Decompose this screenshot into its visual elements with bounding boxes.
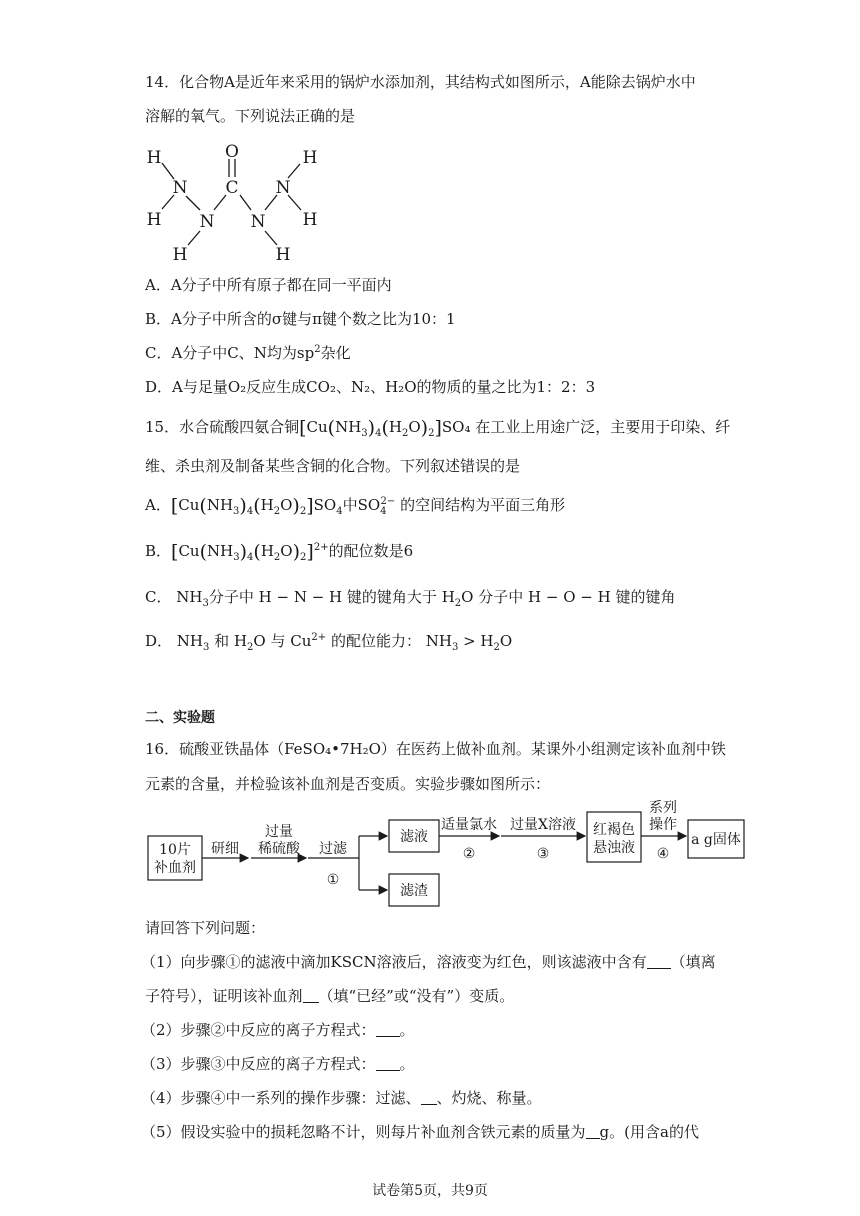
structure-diagram <box>140 140 330 265</box>
atom-n1: N <box>172 178 188 198</box>
flow-step1: ① <box>326 872 340 888</box>
atom-h2: H <box>146 210 162 230</box>
flow-box1-line2: 补血剂 <box>154 860 196 876</box>
flow-filter-label: 过滤 <box>319 841 347 857</box>
flow-arrow4-label: 过量X溶液 <box>510 817 576 833</box>
q16-part5 <box>141 1121 699 1143</box>
q16-p2: （2）步骤②中反应的离子方程式： <box>141 1021 376 1039</box>
q15-option-c: C． $NH_3$分子中 H − N − H 键的键角大于 $H_2O$ 分子中 H − O − H 键的键角 <box>145 588 676 609</box>
q15-b-formula: $[Cu(NH_3)_4(H_2O)_2]^{2+}$ <box>171 541 329 563</box>
q15-stem-post: SO₄ 在工业上用途广泛，主要用于印染、纤 <box>441 418 731 436</box>
page-footer: 试卷第5页，共9页 <box>372 1183 488 1199</box>
q16-stem-line2: 元素的含量，并检验该补血剂是否变质。实验步骤如图所示： <box>145 775 551 793</box>
q15-a-label: A． <box>145 496 171 514</box>
q15-d-text1: 和 <box>214 632 230 650</box>
q16-p5-b: g。(用含a的代 <box>599 1123 699 1141</box>
period: 。 <box>399 1055 415 1073</box>
q15-option-d: D． $NH_3$ 和 $H_2O$ 与 $Cu^{2+}$ 的配位能力： $NH_3 > H_2O$ <box>145 632 513 653</box>
answer-blank[interactable] <box>376 1022 400 1037</box>
flow-filtrate-box: 滤液 <box>400 829 428 845</box>
q16-p1-a: （1）向步骤①的滤液中滴加KSCN溶液后，溶液变为红色，则该滤液中含有 <box>141 953 647 971</box>
q14-option-c <box>145 342 351 364</box>
q15-c-text4: 键的键角 <box>615 588 676 606</box>
q15-c-text2: 键的键角大于 <box>346 588 437 606</box>
q15-a-text: 的空间结构为平面三角形 <box>400 496 566 514</box>
q15-formula-complex: $[Cu(NH_3)_4(H_2O)_2]$ <box>299 417 442 439</box>
flow-susp-line1: 红褐色 <box>593 822 635 838</box>
answer-blank[interactable] <box>376 1056 400 1071</box>
q16-p5-a: （5）假设实验中的损耗忽略不计，则每片补血剂含铁元素的质量为 <box>141 1123 586 1141</box>
q14-c-sup: 2 <box>314 344 321 355</box>
atom-n3: N <box>250 212 266 232</box>
q15-stem-line2: 维、杀虫剂及制备某些含铜的化合物。下列叙述错误的是 <box>145 457 521 475</box>
q15-option-a <box>145 494 565 517</box>
atom-c: C <box>225 178 239 198</box>
q15-b-text: 的配位数是6 <box>328 542 414 560</box>
flow-arrow2-line2: 稀硫酸 <box>258 841 300 857</box>
flow-step4: ④ <box>656 846 670 862</box>
period: 。 <box>399 1021 415 1039</box>
flow-box1-line1: 10片 <box>159 842 191 858</box>
q16-p3: （3）步骤③中反应的离子方程式： <box>141 1055 376 1073</box>
q15-d-label: D． <box>145 632 173 650</box>
q15-d-text2: 与 <box>270 632 286 650</box>
q14-option-b: B．A分子中所含的σ键与π键个数之比为10：1 <box>145 310 456 328</box>
q14-stem-line1: 14．化合物A是近年来采用的锅炉水添加剂，其结构式如图所示，A能除去锅炉水中 <box>145 73 696 91</box>
atom-h3: H <box>172 245 188 265</box>
flow-arrow5-line1: 系列 <box>649 800 677 816</box>
q14-option-d: D．A与足量O₂反应生成CO₂、N₂、H₂O的物质的量之比为1：2：3 <box>145 378 596 396</box>
answer-blank[interactable] <box>421 1090 437 1105</box>
flow-diagram <box>145 798 755 913</box>
flow-arrow2-line1: 过量 <box>265 824 293 840</box>
q14-stem-line2: 溶解的氧气。下列说法正确的是 <box>145 107 356 125</box>
q14-c-pre: C．A分子中C、N均为sp <box>145 344 315 362</box>
flow-arrow5-line2: 操作 <box>649 817 677 833</box>
q16-p1-d: （填“已经”或“没有”）变质。 <box>318 987 515 1005</box>
q16-part2 <box>141 1019 415 1041</box>
q15-option-b <box>145 540 413 563</box>
atom-h5: H <box>302 148 318 168</box>
q15-b-label: B． <box>145 542 172 560</box>
q16-prompt: 请回答下列问题： <box>145 919 266 937</box>
atom-o: O <box>225 142 239 162</box>
q15-stem-pre: 15．水合硫酸四氨合铜 <box>145 418 300 436</box>
q16-p4-a: （4）步骤④中一系列的操作步骤：过滤、 <box>141 1089 421 1107</box>
q16-part1-line1 <box>141 951 716 973</box>
atom-n4: N <box>275 178 291 198</box>
flow-solid-box: a g固体 <box>691 832 741 848</box>
atom-n2: N <box>199 212 215 232</box>
flow-susp-line2: 悬浊液 <box>593 840 635 856</box>
section-title: 二、实验题 <box>145 710 215 726</box>
q16-p1-c: 子符号），证明该补血剂 <box>145 987 303 1005</box>
q16-part4 <box>141 1087 542 1109</box>
flow-arrow3-label: 适量氯水 <box>441 817 497 833</box>
flow-arrow1-label: 研细 <box>211 841 239 857</box>
flow-step2: ② <box>462 846 476 862</box>
atom-h4: H <box>275 245 291 265</box>
q14-c-post: 杂化 <box>320 344 351 362</box>
flow-step3: ③ <box>536 846 550 862</box>
atom-h6: H <box>302 210 318 230</box>
flow-residue-box: 滤渣 <box>400 883 428 899</box>
q15-c-text3: 分子中 <box>478 588 524 606</box>
q16-p1-b: （填离 <box>670 953 716 971</box>
q15-stem-line1 <box>145 416 730 439</box>
answer-blank[interactable] <box>647 954 671 969</box>
q15-c-label: C． <box>145 588 172 606</box>
q14-option-a: A．A分子中所有原子都在同一平面内 <box>145 276 392 294</box>
answer-blank[interactable] <box>586 1124 600 1139</box>
answer-blank[interactable] <box>303 988 319 1003</box>
atom-h1: H <box>146 148 162 168</box>
q16-part1-line2 <box>145 985 514 1007</box>
q15-a-formula: $[Cu(NH_3)_4(H_2O)_2]SO_4$中$SO_4^{2-}$ <box>170 495 396 517</box>
q16-p4-b: 、灼烧、称量。 <box>436 1089 542 1107</box>
q15-c-text1: 分子中 <box>208 588 254 606</box>
q16-stem-line1: 16．硫酸亚铁晶体（FeSO₄•7H₂O）在医药上做补血剂。某课外小组测定该补血剂中铁 <box>145 740 726 758</box>
q16-part3 <box>141 1053 415 1075</box>
q15-d-text3: 的配位能力： <box>330 632 421 650</box>
